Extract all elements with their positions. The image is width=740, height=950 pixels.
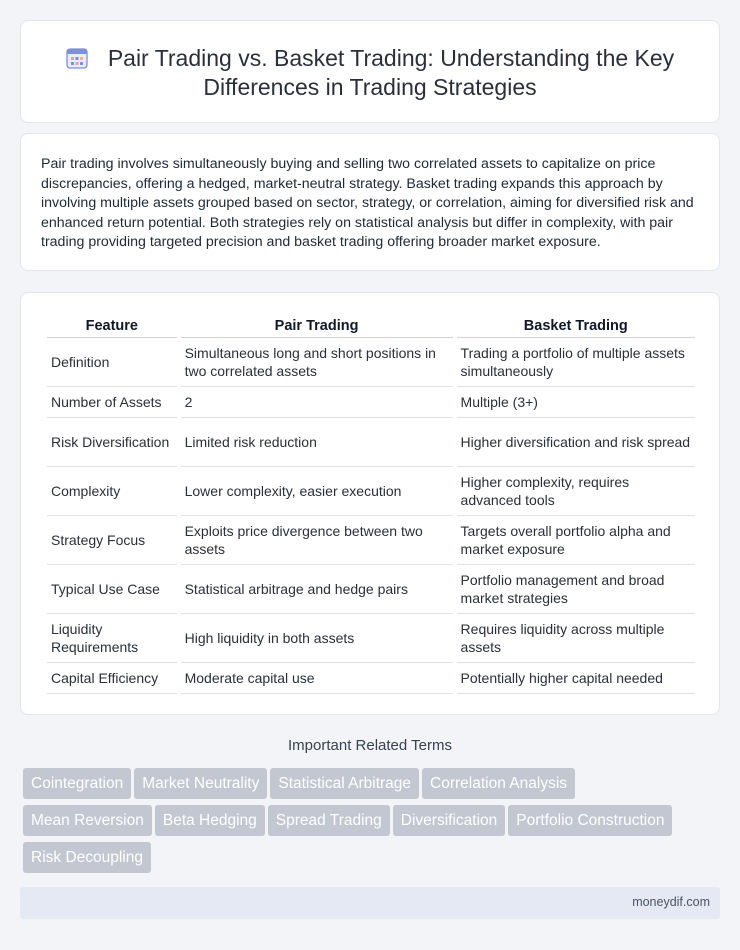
page-title-text: Pair Trading vs. Basket Trading: Understanding the Key Differences in Trading Strategies <box>107 45 675 100</box>
basket-cell: Requires liquidity across multiple assets <box>457 614 695 663</box>
pair-cell: Simultaneous long and short positions in two correlated assets <box>181 338 453 387</box>
table-header-row <box>47 315 695 338</box>
feature-cell: Risk Diversification <box>47 418 177 467</box>
basket-cell: Multiple (3+) <box>457 387 695 418</box>
feature-cell: Definition <box>47 338 177 387</box>
tag-row-3 <box>23 842 154 873</box>
tag-beta-hedging[interactable]: Beta Hedging <box>155 805 265 836</box>
basket-cell: Portfolio management and broad market strategies <box>457 565 695 614</box>
comparison-table-card <box>20 292 720 715</box>
footer-site[interactable]: moneydif.com <box>632 895 710 909</box>
basket-cell: Higher diversification and risk spread <box>457 418 695 467</box>
tag-market-neutrality[interactable]: Market Neutrality <box>134 768 267 799</box>
feature-cell: Typical Use Case <box>47 565 177 614</box>
header-basket-trading: Basket Trading <box>457 315 695 338</box>
feature-cell: Number of Assets <box>47 387 177 418</box>
pair-cell: 2 <box>181 387 453 418</box>
calendar-grid-icon <box>66 47 88 69</box>
intro-card <box>20 133 720 271</box>
basket-cell: Potentially higher capital needed <box>457 663 695 694</box>
tag-row-2 <box>23 805 675 836</box>
basket-cell: Targets overall portfolio alpha and market exposure <box>457 516 695 565</box>
pair-cell: High liquidity in both assets <box>181 614 453 663</box>
pair-cell: Statistical arbitrage and hedge pairs <box>181 565 453 614</box>
tag-spread-trading[interactable]: Spread Trading <box>268 805 390 836</box>
tag-diversification[interactable]: Diversification <box>393 805 505 836</box>
pair-cell: Moderate capital use <box>181 663 453 694</box>
tag-row-1 <box>23 768 578 799</box>
tag-mean-reversion[interactable]: Mean Reversion <box>23 805 152 836</box>
table-row <box>47 516 695 565</box>
tag-risk-decoupling[interactable]: Risk Decoupling <box>23 842 151 873</box>
table-row <box>47 663 695 694</box>
related-terms-heading: Important Related Terms <box>288 737 452 754</box>
tag-cointegration[interactable]: Cointegration <box>23 768 131 799</box>
basket-cell: Trading a portfolio of multiple assets simultaneously <box>457 338 695 387</box>
header-pair-trading: Pair Trading <box>181 315 453 338</box>
table-row <box>47 614 695 663</box>
feature-cell: Capital Efficiency <box>47 663 177 694</box>
tag-correlation-analysis[interactable]: Correlation Analysis <box>422 768 575 799</box>
table-row <box>47 387 695 418</box>
feature-cell: Complexity <box>47 467 177 516</box>
table-row <box>47 565 695 614</box>
comparison-table <box>43 315 699 694</box>
feature-cell: Liquidity Requirements <box>47 614 177 663</box>
table-row <box>47 418 695 467</box>
page-title <box>41 44 699 102</box>
tag-statistical-arbitrage[interactable]: Statistical Arbitrage <box>270 768 419 799</box>
intro-paragraph: Pair trading involves simultaneously buying and selling two correlated assets to capitalize on price discrepancies, offering a hedged, market-neutral strategy. Basket trading expands this approach by involving multiple assets grouped based on sector, strategy, or correlation, aiming for diversified risk and enhanced return potential. Both strategies rely on statistical analysis but differ in complexity, with pair trading providing targeted precision and basket trading offering broader market exposure. <box>41 156 694 250</box>
table-row <box>47 467 695 516</box>
title-card <box>20 20 720 123</box>
tag-portfolio-construction[interactable]: Portfolio Construction <box>508 805 672 836</box>
table-row <box>47 338 695 387</box>
pair-cell: Limited risk reduction <box>181 418 453 467</box>
pair-cell: Lower complexity, easier execution <box>181 467 453 516</box>
footer <box>20 887 720 919</box>
header-feature: Feature <box>47 315 177 338</box>
feature-cell: Strategy Focus <box>47 516 177 565</box>
pair-cell: Exploits price divergence between two assets <box>181 516 453 565</box>
basket-cell: Higher complexity, requires advanced tools <box>457 467 695 516</box>
